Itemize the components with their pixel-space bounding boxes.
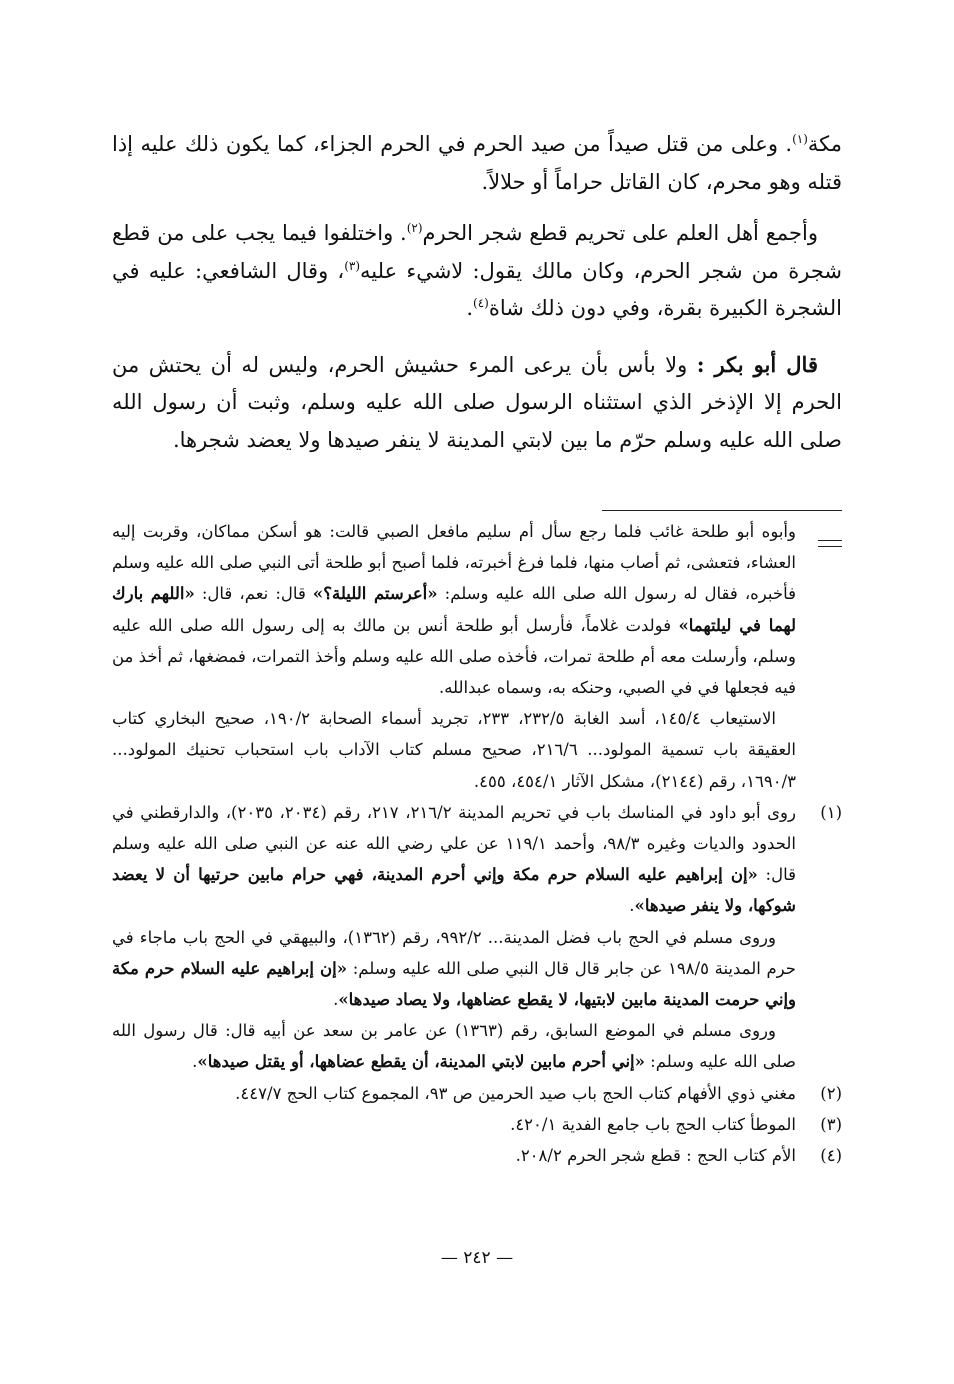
paragraph-3 [112, 346, 842, 460]
footnote-number: (٣) [820, 1114, 842, 1134]
footnote-number: (١) [820, 802, 842, 822]
footnote-4 [112, 1140, 842, 1171]
footnotes [112, 516, 842, 1171]
text-span: روى أبو داود في المناسك باب في تحريم المدينة ٢١٦/٢، ٢١٧، رقم (٢٠٣٤، ٢٠٣٥)، والدارقطني في الحدود والديات وغيره ٩٨/٣، وأحمد ١١٩/١ عن علي رضي الله عنه عن النبي صلى الله عليه وسلم قال: [112, 802, 796, 885]
text-span: . [629, 896, 635, 916]
text-span: . [466, 296, 474, 320]
quote: «إن إبراهيم عليه السلام حرم مكة وإني أحرم المدينة، فهي حرام مابين حرتيها أن لا يعضد شوكها، ولا ينفر صيدها» [112, 865, 796, 916]
footnote-1-part-2 [112, 922, 842, 1016]
footnote-text: الموطأ كتاب الحج باب جامع الفدية ٤٢٠/١. [510, 1114, 796, 1134]
footnote-1-part-3 [112, 1015, 842, 1077]
text-span: فولدت غلاماً، فأرسل أبو طلحة أنس بن مالك به إلى رسول الله صلى الله عليه وسلم، وأرسلت معه أم طلحة تمرات، فأخذه صلى الله عليه وسلم وأخذ التمرات، فمضغها، ثم أخذ من فيه فجعلها في في الصبي، وحنكه به، وسماه عبدالله. [112, 615, 796, 698]
page-number: — ٢٤٢ — [440, 1248, 514, 1268]
footnote-number: (٤) [820, 1146, 842, 1166]
paragraph-2 [112, 215, 842, 328]
quote: «أعرستم الليلة؟» [312, 584, 438, 604]
quote: «إني أحرم مابين لابتي المدينة، أن يقطع عضاهها، أو يقتل صيدها» [197, 1052, 645, 1072]
text-span: ولا بأس بأن يرعى المرء حشيش الحرم، وليس له أن يحتش من الحرم إلا الإذخر الذي استثناه الرسول صلى الله عليه وسلم، وثبت أن رسول الله صلى الله عليه وسلم حرّم ما بين لابتي المدينة لا ينفر صيدها ولا يعضد شجرها. [112, 352, 842, 452]
footnote-continued [112, 516, 842, 703]
text-span: ، وقال الشافعي: عليه في الشجرة الكبيرة بقرة، وفي دون ذلك شاة [112, 258, 842, 320]
footnote-text: مغني ذوي الأفهام كتاب الحج باب صيد الحرمين ص ٩٣، المجموع كتاب الحج ٤٤٧/٧. [235, 1083, 796, 1103]
footnote-2 [112, 1078, 842, 1109]
text-span: قال: نعم، قال: [194, 584, 313, 604]
text-span: وأبوه أبو طلحة غائب فلما رجع سأل أم سليم مافعل الصبي قالت: هو أسكن مماكان، وقربت إليه العشاء، فتعشى، ثم أصاب منها، فلما فرغ أخبرته، فلما أصبح أبو طلحة أتى النبي صلى الله عليه وسلم فأخبره، فقال له رسول الله صلى الله عليه وسلم: [112, 522, 797, 604]
footnote-ref[interactable]: (٣) [344, 258, 361, 273]
footnote-ref[interactable]: (٤) [473, 296, 489, 310]
footnote-number: (٢) [820, 1083, 842, 1103]
footnote-separator [602, 510, 842, 511]
footnote-3 [112, 1109, 842, 1140]
footnote-ref[interactable]: (٢) [406, 221, 423, 235]
quote: «إن إبراهيم عليه السلام حرم مكة وإني حرمت المدينة مابين لابتيها، لا يقطع عضاهها، ولا يصاد صيدها» [112, 958, 796, 1010]
footnote-ref[interactable]: (١) [792, 132, 808, 146]
text-span: مكة [807, 132, 842, 156]
text-span: . وعلى من قتل صيداً من صيد الحرم في الحرم الجزاء، كما يكون ذلك عليه إذا قتله وهو محرم، كان القاتل حراماً أو حلالاً. [112, 132, 842, 194]
footnote-1 [112, 797, 842, 922]
text-span: . واختلفوا فيما يجب على من قطع شجرة من شجر الحرم، وكان مالك يقول: لاشيء عليه [112, 221, 842, 283]
text-span: وروى مسلم في الموضع السابق، رقم (١٣٦٣) عن عامر بن سعد عن أبيه قال: قال رسول الله صلى الله عليه وسلم: [112, 1021, 796, 1072]
text-span: . [192, 1052, 198, 1072]
text-span: وأجمع أهل العلم على تحريم قطع شجر الحرم [422, 221, 818, 245]
text-span: . [333, 990, 339, 1010]
footnote-continued-refs: الاستيعاب ١٤٥/٤، أسد الغابة ٢٣٢/٥، ٢٣٣، تجريد أسماء الصحابة ١٩٠/٢، صحيح البخاري كتاب العقيقة باب تسمية المولود... ٢١٦/٦، صحيح مسلم كتاب الآداب باب استحباب تحنيك المولود... ١٦٩٠/٣، رقم (٢١٤٤)، مشكل الآثار ٤٥٤/١، ٤٥٥. [112, 709, 796, 791]
footnote-text [112, 797, 796, 922]
footnote-text: الأم كتاب الحج : قطع شجر الحرم ٢٠٨/٢. [515, 1146, 796, 1166]
quote: «اللهم بارك لهما في ليلتهما» [112, 584, 796, 635]
text-span: وروى مسلم في الحج باب فضل المدينة... ٩٩٢/٢، رقم (١٣٦٢)، والبيهقي في الحج باب ماجاء في حرم المدينة ١٩٨/٥ عن جابر قال قال النبي صلى الله عليه وسلم: [112, 927, 796, 978]
paragraph-1 [112, 126, 842, 201]
main-text [112, 126, 842, 459]
speaker-lead: قال أبو بكر : [696, 351, 818, 377]
